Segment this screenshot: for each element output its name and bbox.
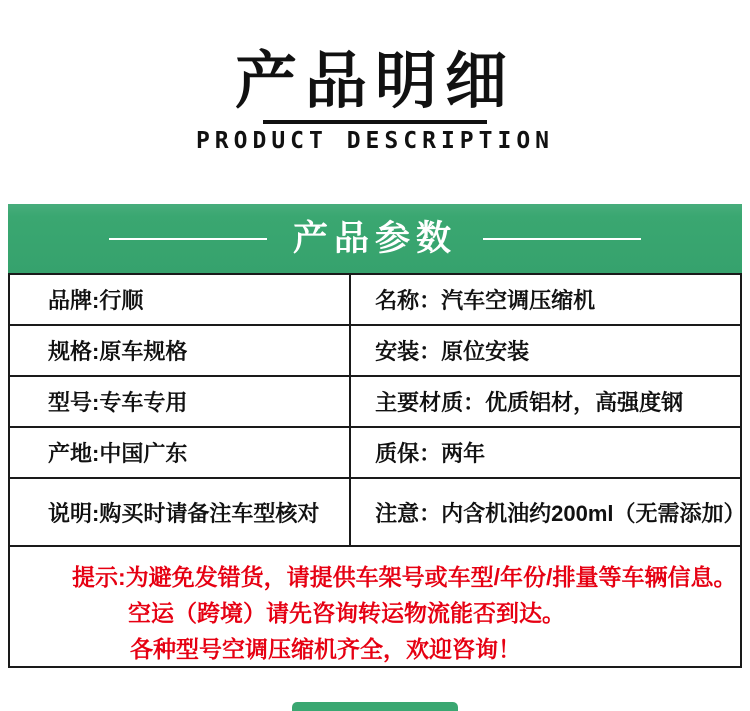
notice-line-1: 提示:为避免发错货，请提供车架号或车型/年份/排量等车辆信息。: [72, 564, 737, 590]
banner-decor-line-right: [483, 238, 641, 240]
table-row: [9, 325, 741, 376]
spec-cell-model: 型号:专车专用: [9, 376, 350, 427]
spec-cell-brand: 品牌:行顺: [9, 274, 350, 325]
product-params-panel: [8, 204, 746, 668]
page-subtitle: PRODUCT DESCRIPTION: [195, 128, 555, 155]
table-row: [9, 274, 741, 325]
spec-cell-spec: 规格:原车规格: [9, 325, 350, 376]
spec-cell-warranty: 质保：两年: [350, 427, 741, 478]
banner-decor-line-left: [109, 238, 267, 240]
notice-line-2: 空运（跨境）请先咨询转运物流能否到达。: [128, 600, 565, 626]
spec-cell-origin: 产地:中国广东: [9, 427, 350, 478]
title-underline: [263, 120, 487, 124]
page-header: [0, 0, 750, 154]
table-row: [9, 478, 741, 546]
spec-cell-install: 安装：原位安装: [350, 325, 741, 376]
notice-line-3: 各种型号空调压缩机齐全，欢迎咨询！: [130, 636, 521, 662]
params-banner-title: 产品参数: [292, 219, 457, 258]
spec-cell-material: 主要材质：优质铝材，高强度钢: [350, 376, 741, 427]
params-banner: [8, 204, 742, 273]
spec-cell-note: 说明:购买时请备注车型核对: [9, 478, 350, 546]
spec-cell-caution: 注意：内含机油约200ml（无需添加）: [350, 478, 741, 546]
table-row: [9, 427, 741, 478]
next-section-banner-peek: [292, 702, 458, 711]
notice-box: [8, 547, 742, 668]
table-row: [9, 376, 741, 427]
spec-table: [8, 273, 746, 547]
page-title: 产品明细: [234, 47, 515, 116]
spec-cell-name: 名称：汽车空调压缩机: [350, 274, 741, 325]
